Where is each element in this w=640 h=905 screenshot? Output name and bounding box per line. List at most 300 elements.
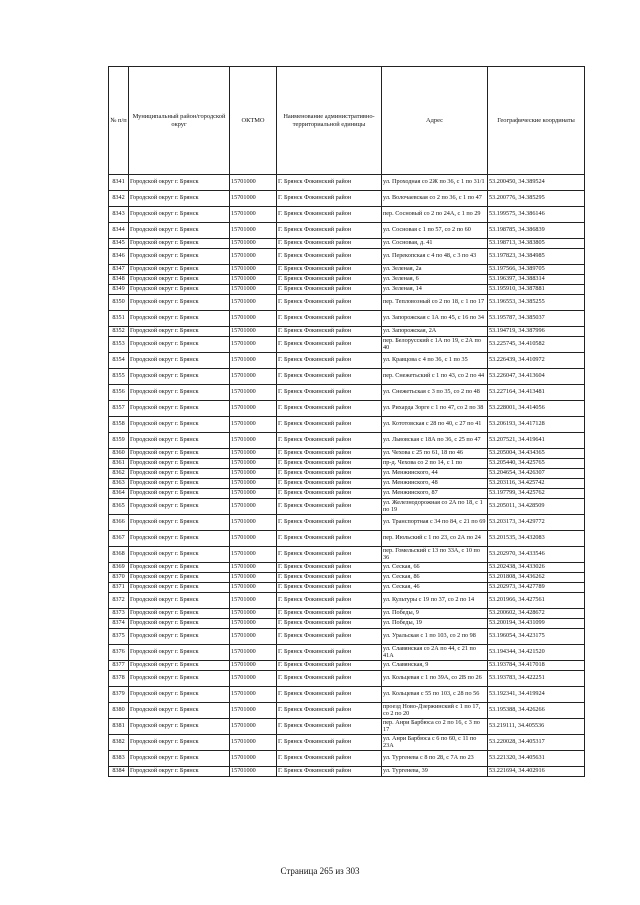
header-num: № п/п (109, 67, 129, 175)
territory-cell: Г. Брянск Фокинский район (277, 239, 382, 249)
oktmo-cell: 15701000 (230, 459, 277, 469)
oktmo-cell: 15701000 (230, 515, 277, 531)
territory-cell: Г. Брянск Фокинский район (277, 223, 382, 239)
municipality-cell: Городской округ г. Брянск (129, 295, 230, 311)
address-cell: ул. Перекопская с 4 по 48, с 3 по 43 (382, 249, 488, 265)
row-number: 8362 (109, 469, 129, 479)
table-row (109, 385, 585, 401)
row-number: 8351 (109, 311, 129, 327)
territory-cell: Г. Брянск Фокинский район (277, 401, 382, 417)
territory-cell: Г. Брянск Фокинский район (277, 719, 382, 735)
row-number: 8367 (109, 531, 129, 547)
address-cell: ул. Сосновая, д. 41 (382, 239, 488, 249)
row-number: 8353 (109, 337, 129, 353)
oktmo-cell: 15701000 (230, 531, 277, 547)
table-row (109, 499, 585, 515)
table-row (109, 573, 585, 583)
coordinates-cell: 53.226047, 34.413604 (488, 369, 585, 385)
table-row (109, 459, 585, 469)
address-cell: ул. Зеленая, 14 (382, 285, 488, 295)
address-cell: ул. Железнодорожная со 2А по 18, с 1 по 19 (382, 499, 488, 515)
address-cell: пер. Гомельский с 13 по 33А, с 10 по 36 (382, 547, 488, 563)
oktmo-cell: 15701000 (230, 239, 277, 249)
address-cell: ул. Победы, 19 (382, 619, 488, 629)
row-number: 8373 (109, 609, 129, 619)
territory-cell: Г. Брянск Фокинский район (277, 593, 382, 609)
territory-cell: Г. Брянск Фокинский район (277, 515, 382, 531)
territory-cell: Г. Брянск Фокинский район (277, 499, 382, 515)
municipality-cell: Городской округ г. Брянск (129, 285, 230, 295)
coordinates-cell: 53.227164, 34.413481 (488, 385, 585, 401)
coordinates-cell: 53.195388, 34.426266 (488, 703, 585, 719)
territory-cell: Г. Брянск Фокинский район (277, 207, 382, 223)
municipality-cell: Городской округ г. Брянск (129, 767, 230, 777)
coordinates-cell: 53.192341, 34.419924 (488, 687, 585, 703)
address-cell: ул. Менжинского, 48 (382, 479, 488, 489)
oktmo-cell: 15701000 (230, 703, 277, 719)
municipality-cell: Городской округ г. Брянск (129, 239, 230, 249)
row-number: 8361 (109, 459, 129, 469)
table-row (109, 469, 585, 479)
address-cell: ул. Тургенева с 8 по 28, с 7А по 23 (382, 751, 488, 767)
table-row (109, 265, 585, 275)
oktmo-cell: 15701000 (230, 479, 277, 489)
territory-cell: Г. Брянск Фокинский район (277, 353, 382, 369)
address-cell: ул. Львовская с 18А по 36, с 25 по 47 (382, 433, 488, 449)
coordinates-cell: 53.202970, 34.433546 (488, 547, 585, 563)
address-cell: ул. Рихарда Зорге с 1 по 47, со 2 по 38 (382, 401, 488, 417)
territory-cell: Г. Брянск Фокинский район (277, 609, 382, 619)
coordinates-cell: 53.197799, 34.425762 (488, 489, 585, 499)
table-row (109, 619, 585, 629)
municipality-cell: Городской округ г. Брянск (129, 583, 230, 593)
municipality-cell: Городской округ г. Брянск (129, 207, 230, 223)
coordinates-table (108, 66, 585, 777)
municipality-cell: Городской округ г. Брянск (129, 265, 230, 275)
coordinates-cell: 53.195910, 34.387881 (488, 285, 585, 295)
coordinates-cell: 53.219111, 34.405536 (488, 719, 585, 735)
territory-cell: Г. Брянск Фокинский район (277, 547, 382, 563)
municipality-cell: Городской округ г. Брянск (129, 687, 230, 703)
municipality-cell: Городской округ г. Брянск (129, 671, 230, 687)
oktmo-cell: 15701000 (230, 619, 277, 629)
table-row (109, 337, 585, 353)
oktmo-cell: 15701000 (230, 207, 277, 223)
address-cell: ул. Менжинского, 87 (382, 489, 488, 499)
coordinates-cell: 53.202438, 34.433026 (488, 563, 585, 573)
table-row (109, 671, 585, 687)
table-row (109, 735, 585, 751)
municipality-cell: Городской округ г. Брянск (129, 249, 230, 265)
row-number: 8356 (109, 385, 129, 401)
municipality-cell: Городской округ г. Брянск (129, 385, 230, 401)
address-cell: ул. Анри Барбюса с 6 по 60, с 11 по 23А (382, 735, 488, 751)
coordinates-cell: 53.225745, 34.410582 (488, 337, 585, 353)
municipality-cell: Городской округ г. Брянск (129, 479, 230, 489)
oktmo-cell: 15701000 (230, 583, 277, 593)
address-cell: ул. Сосновая с 1 по 57, со 2 по 60 (382, 223, 488, 239)
address-cell: ул. Зеленая, 2а (382, 265, 488, 275)
table-row (109, 449, 585, 459)
address-cell: пер. Анри Барбюса со 2 по 16, с 3 по 17 (382, 719, 488, 735)
table-row (109, 661, 585, 671)
table-row (109, 417, 585, 433)
municipality-cell: Городской округ г. Брянск (129, 175, 230, 191)
oktmo-cell: 15701000 (230, 433, 277, 449)
territory-cell: Г. Брянск Фокинский район (277, 311, 382, 327)
coordinates-cell: 53.199575, 34.386146 (488, 207, 585, 223)
table-row (109, 327, 585, 337)
municipality-cell: Городской округ г. Брянск (129, 433, 230, 449)
municipality-cell: Городской округ г. Брянск (129, 369, 230, 385)
coordinates-cell: 53.196054, 34.423175 (488, 629, 585, 645)
municipality-cell: Городской округ г. Брянск (129, 353, 230, 369)
territory-cell: Г. Брянск Фокинский район (277, 385, 382, 401)
address-cell: ул. Культуры с 19 по 37, со 2 по 14 (382, 593, 488, 609)
table-row (109, 629, 585, 645)
oktmo-cell: 15701000 (230, 191, 277, 207)
territory-cell: Г. Брянск Фокинский район (277, 735, 382, 751)
row-number: 8345 (109, 239, 129, 249)
address-cell: пер. Белорусский с 1А по 19, с 2А по 40 (382, 337, 488, 353)
address-cell: пер. Июльский с 1 по 23, со 2А по 24 (382, 531, 488, 547)
municipality-cell: Городской округ г. Брянск (129, 661, 230, 671)
territory-cell: Г. Брянск Фокинский район (277, 265, 382, 275)
territory-cell: Г. Брянск Фокинский район (277, 249, 382, 265)
territory-cell: Г. Брянск Фокинский район (277, 433, 382, 449)
territory-cell: Г. Брянск Фокинский район (277, 703, 382, 719)
oktmo-cell: 15701000 (230, 671, 277, 687)
address-cell: пер. Тепловозный со 2 по 18, с 1 по 17 (382, 295, 488, 311)
territory-cell: Г. Брянск Фокинский район (277, 417, 382, 433)
municipality-cell: Городской округ г. Брянск (129, 573, 230, 583)
territory-cell: Г. Брянск Фокинский район (277, 191, 382, 207)
row-number: 8342 (109, 191, 129, 207)
row-number: 8364 (109, 489, 129, 499)
municipality-cell: Городской округ г. Брянск (129, 223, 230, 239)
municipality-cell: Городской округ г. Брянск (129, 499, 230, 515)
oktmo-cell: 15701000 (230, 629, 277, 645)
row-number: 8365 (109, 499, 129, 515)
address-cell: ул. Кототовская с 28 по 40, с 27 по 41 (382, 417, 488, 433)
coordinates-cell: 53.207521, 34.419641 (488, 433, 585, 449)
municipality-cell: Городской округ г. Брянск (129, 191, 230, 207)
municipality-cell: Городской округ г. Брянск (129, 469, 230, 479)
address-cell: пр-д. Чехова со 2 по 14, с 1 по (382, 459, 488, 469)
row-number: 8366 (109, 515, 129, 531)
table-row (109, 401, 585, 417)
oktmo-cell: 15701000 (230, 735, 277, 751)
row-number: 8348 (109, 275, 129, 285)
oktmo-cell: 15701000 (230, 275, 277, 285)
territory-cell: Г. Брянск Фокинский район (277, 285, 382, 295)
oktmo-cell: 15701000 (230, 327, 277, 337)
coordinates-cell: 53.201535, 34.432083 (488, 531, 585, 547)
row-number: 8352 (109, 327, 129, 337)
row-number: 8347 (109, 265, 129, 275)
coordinates-cell: 53.205004, 34.434365 (488, 449, 585, 459)
table-row (109, 311, 585, 327)
row-number: 8369 (109, 563, 129, 573)
row-number: 8349 (109, 285, 129, 295)
territory-cell: Г. Брянск Фокинский район (277, 175, 382, 191)
coordinates-cell: 53.203116, 34.425742 (488, 479, 585, 489)
coordinates-cell: 53.200776, 34.385295 (488, 191, 585, 207)
table-row (109, 563, 585, 573)
header-row (109, 67, 585, 175)
territory-cell: Г. Брянск Фокинский район (277, 449, 382, 459)
table-row (109, 515, 585, 531)
address-cell: ул. Транспортная с 34 по 84, с 21 по 69 (382, 515, 488, 531)
coordinates-cell: 53.200450, 34.389524 (488, 175, 585, 191)
row-number: 8371 (109, 583, 129, 593)
municipality-cell: Городской округ г. Брянск (129, 735, 230, 751)
row-number: 8344 (109, 223, 129, 239)
oktmo-cell: 15701000 (230, 417, 277, 433)
address-cell: ул. Запорожская, 2А (382, 327, 488, 337)
oktmo-cell: 15701000 (230, 687, 277, 703)
municipality-cell: Городской округ г. Брянск (129, 593, 230, 609)
oktmo-cell: 15701000 (230, 401, 277, 417)
municipality-cell: Городской округ г. Брянск (129, 547, 230, 563)
coordinates-cell: 53.194344, 34.421520 (488, 645, 585, 661)
row-number: 8379 (109, 687, 129, 703)
oktmo-cell: 15701000 (230, 767, 277, 777)
row-number: 8343 (109, 207, 129, 223)
table-row (109, 433, 585, 449)
municipality-cell: Городской округ г. Брянск (129, 311, 230, 327)
address-cell: ул. Менжинского, 44 (382, 469, 488, 479)
table-row (109, 609, 585, 619)
table-row (109, 767, 585, 777)
territory-cell: Г. Брянск Фокинский район (277, 369, 382, 385)
address-cell: ул. Запорожская с 1А по 45, с 16 по 34 (382, 311, 488, 327)
oktmo-cell: 15701000 (230, 489, 277, 499)
municipality-cell: Городской округ г. Брянск (129, 489, 230, 499)
table-row (109, 275, 585, 285)
table-row (109, 687, 585, 703)
oktmo-cell: 15701000 (230, 593, 277, 609)
table-row (109, 191, 585, 207)
row-number: 8358 (109, 417, 129, 433)
address-cell: ул. Тургенева, 39 (382, 767, 488, 777)
coordinates-cell: 53.221694, 34.402916 (488, 767, 585, 777)
table-row (109, 239, 585, 249)
coordinates-cell: 53.193784, 34.417018 (488, 661, 585, 671)
table-row (109, 175, 585, 191)
coordinates-cell: 53.196553, 34.385255 (488, 295, 585, 311)
row-number: 8372 (109, 593, 129, 609)
oktmo-cell: 15701000 (230, 285, 277, 295)
oktmo-cell: 15701000 (230, 249, 277, 265)
address-cell: проезд Ново-Дзержинский с 1 по 17, со 2 по 20 (382, 703, 488, 719)
oktmo-cell: 15701000 (230, 311, 277, 327)
coordinates-cell: 53.200602, 34.428672 (488, 609, 585, 619)
header-oktmo: ОКТМО (230, 67, 277, 175)
territory-cell: Г. Брянск Фокинский район (277, 327, 382, 337)
address-cell: ул. Волочаевская со 2 по 36, с 1 по 47 (382, 191, 488, 207)
table-row (109, 295, 585, 311)
row-number: 8346 (109, 249, 129, 265)
coordinates-cell: 53.201808, 34.436262 (488, 573, 585, 583)
oktmo-cell: 15701000 (230, 449, 277, 459)
address-cell: пер. Снежетьский с 1 по 43, со 2 по 44 (382, 369, 488, 385)
oktmo-cell: 15701000 (230, 175, 277, 191)
territory-cell: Г. Брянск Фокинский район (277, 767, 382, 777)
address-cell: ул. Кольцевая с 1 по 39А, со 2В по 26 (382, 671, 488, 687)
oktmo-cell: 15701000 (230, 563, 277, 573)
coordinates-cell: 53.194719, 34.387996 (488, 327, 585, 337)
row-number: 8384 (109, 767, 129, 777)
page-number: Страница 265 из 303 (280, 866, 360, 876)
municipality-cell: Городской округ г. Брянск (129, 645, 230, 661)
table-row (109, 583, 585, 593)
table-row (109, 751, 585, 767)
territory-cell: Г. Брянск Фокинский район (277, 295, 382, 311)
table-row (109, 249, 585, 265)
municipality-cell: Городской округ г. Брянск (129, 417, 230, 433)
territory-cell: Г. Брянск Фокинский район (277, 645, 382, 661)
territory-cell: Г. Брянск Фокинский район (277, 583, 382, 593)
row-number: 8360 (109, 449, 129, 459)
row-number: 8350 (109, 295, 129, 311)
row-number: 8380 (109, 703, 129, 719)
territory-cell: Г. Брянск Фокинский район (277, 459, 382, 469)
municipality-cell: Городской округ г. Брянск (129, 619, 230, 629)
territory-cell: Г. Брянск Фокинский район (277, 531, 382, 547)
address-cell: ул. Кравцова с 4 по 36, с 1 по 35 (382, 353, 488, 369)
row-number: 8382 (109, 735, 129, 751)
address-cell: ул. Зеленая, 6 (382, 275, 488, 285)
oktmo-cell: 15701000 (230, 385, 277, 401)
row-number: 8355 (109, 369, 129, 385)
oktmo-cell: 15701000 (230, 645, 277, 661)
address-cell: ул. Славянская, 9 (382, 661, 488, 671)
row-number: 8375 (109, 629, 129, 645)
coordinates-cell: 53.200194, 34.431099 (488, 619, 585, 629)
table-row (109, 489, 585, 499)
municipality-cell: Городской округ г. Брянск (129, 515, 230, 531)
oktmo-cell: 15701000 (230, 573, 277, 583)
coordinates-cell: 53.198785, 34.386839 (488, 223, 585, 239)
row-number: 8357 (109, 401, 129, 417)
table-body (109, 175, 585, 777)
territory-cell: Г. Брянск Фокинский район (277, 687, 382, 703)
row-number: 8376 (109, 645, 129, 661)
address-cell: ул. Сеская, 86 (382, 573, 488, 583)
row-number: 8354 (109, 353, 129, 369)
coordinates-cell: 53.221320, 34.405631 (488, 751, 585, 767)
row-number: 8370 (109, 573, 129, 583)
address-cell: ул. Победы, 9 (382, 609, 488, 619)
municipality-cell: Городской округ г. Брянск (129, 563, 230, 573)
header-coordinates: Географические координаты (488, 67, 585, 175)
address-cell: ул. Проходная со 2Ж по 36, с 1 по 31/1 (382, 175, 488, 191)
row-number: 8378 (109, 671, 129, 687)
address-cell: ул. Сеская, 66 (382, 563, 488, 573)
address-cell: ул. Уральская с 1 по 103, со 2 по 98 (382, 629, 488, 645)
address-cell: ул. Кольцевая с 55 по 103, с 28 по 56 (382, 687, 488, 703)
coordinates-cell: 53.195787, 34.385037 (488, 311, 585, 327)
oktmo-cell: 15701000 (230, 609, 277, 619)
oktmo-cell: 15701000 (230, 719, 277, 735)
row-number: 8363 (109, 479, 129, 489)
municipality-cell: Городской округ г. Брянск (129, 449, 230, 459)
oktmo-cell: 15701000 (230, 295, 277, 311)
row-number: 8368 (109, 547, 129, 563)
municipality-cell: Городской округ г. Брянск (129, 719, 230, 735)
coordinates-cell: 53.198713, 34.383805 (488, 239, 585, 249)
municipality-cell: Городской округ г. Брянск (129, 401, 230, 417)
territory-cell: Г. Брянск Фокинский район (277, 573, 382, 583)
header-address: Адрес (382, 67, 488, 175)
row-number: 8383 (109, 751, 129, 767)
territory-cell: Г. Брянск Фокинский район (277, 275, 382, 285)
coordinates-cell: 53.196397, 34.388314 (488, 275, 585, 285)
territory-cell: Г. Брянск Фокинский район (277, 489, 382, 499)
territory-cell: Г. Брянск Фокинский район (277, 479, 382, 489)
row-number: 8374 (109, 619, 129, 629)
municipality-cell: Городской округ г. Брянск (129, 609, 230, 619)
row-number: 8381 (109, 719, 129, 735)
oktmo-cell: 15701000 (230, 661, 277, 671)
municipality-cell: Городской округ г. Брянск (129, 275, 230, 285)
municipality-cell: Городской округ г. Брянск (129, 703, 230, 719)
oktmo-cell: 15701000 (230, 369, 277, 385)
header-municipality: Муниципальный район/городской округ (129, 67, 230, 175)
address-cell: ул. Сеская, 46 (382, 583, 488, 593)
table-row (109, 369, 585, 385)
municipality-cell: Городской округ г. Брянск (129, 337, 230, 353)
territory-cell: Г. Брянск Фокинский район (277, 629, 382, 645)
table-row (109, 547, 585, 563)
municipality-cell: Городской округ г. Брянск (129, 629, 230, 645)
coordinates-cell: 53.205011, 34.428509 (488, 499, 585, 515)
territory-cell: Г. Брянск Фокинский район (277, 661, 382, 671)
oktmo-cell: 15701000 (230, 265, 277, 275)
coordinates-cell: 53.206193, 34.417128 (488, 417, 585, 433)
oktmo-cell: 15701000 (230, 547, 277, 563)
coordinates-cell: 53.228001, 34.414056 (488, 401, 585, 417)
table-row (109, 285, 585, 295)
address-cell: ул. Славянская со 2А по 44, с 21 по 41А (382, 645, 488, 661)
coordinates-cell: 53.203173, 34.429772 (488, 515, 585, 531)
coordinates-cell: 53.193783, 34.422251 (488, 671, 585, 687)
header-territory: Наименование административно-территориальной единицы (277, 67, 382, 175)
row-number: 8359 (109, 433, 129, 449)
coordinates-cell: 53.205440, 34.425765 (488, 459, 585, 469)
row-number: 8377 (109, 661, 129, 671)
oktmo-cell: 15701000 (230, 469, 277, 479)
table-row (109, 207, 585, 223)
address-cell: пер. Сосновый со 2 по 24А, с 1 по 29 (382, 207, 488, 223)
address-cell: ул. Чехова с 25 по 61, 18 по 46 (382, 449, 488, 459)
row-number: 8341 (109, 175, 129, 191)
territory-cell: Г. Брянск Фокинский район (277, 619, 382, 629)
oktmo-cell: 15701000 (230, 353, 277, 369)
municipality-cell: Городской округ г. Брянск (129, 459, 230, 469)
territory-cell: Г. Брянск Фокинский район (277, 563, 382, 573)
oktmo-cell: 15701000 (230, 751, 277, 767)
territory-cell: Г. Брянск Фокинский район (277, 751, 382, 767)
territory-cell: Г. Брянск Фокинский район (277, 337, 382, 353)
coordinates-cell: 53.204654, 34.426307 (488, 469, 585, 479)
coordinates-cell: 53.201966, 34.427561 (488, 593, 585, 609)
address-cell: ул. Снежетьская с 3 по 35, со 2 по 48 (382, 385, 488, 401)
table-row (109, 719, 585, 735)
coordinates-cell: 53.226439, 34.410972 (488, 353, 585, 369)
table-row (109, 223, 585, 239)
